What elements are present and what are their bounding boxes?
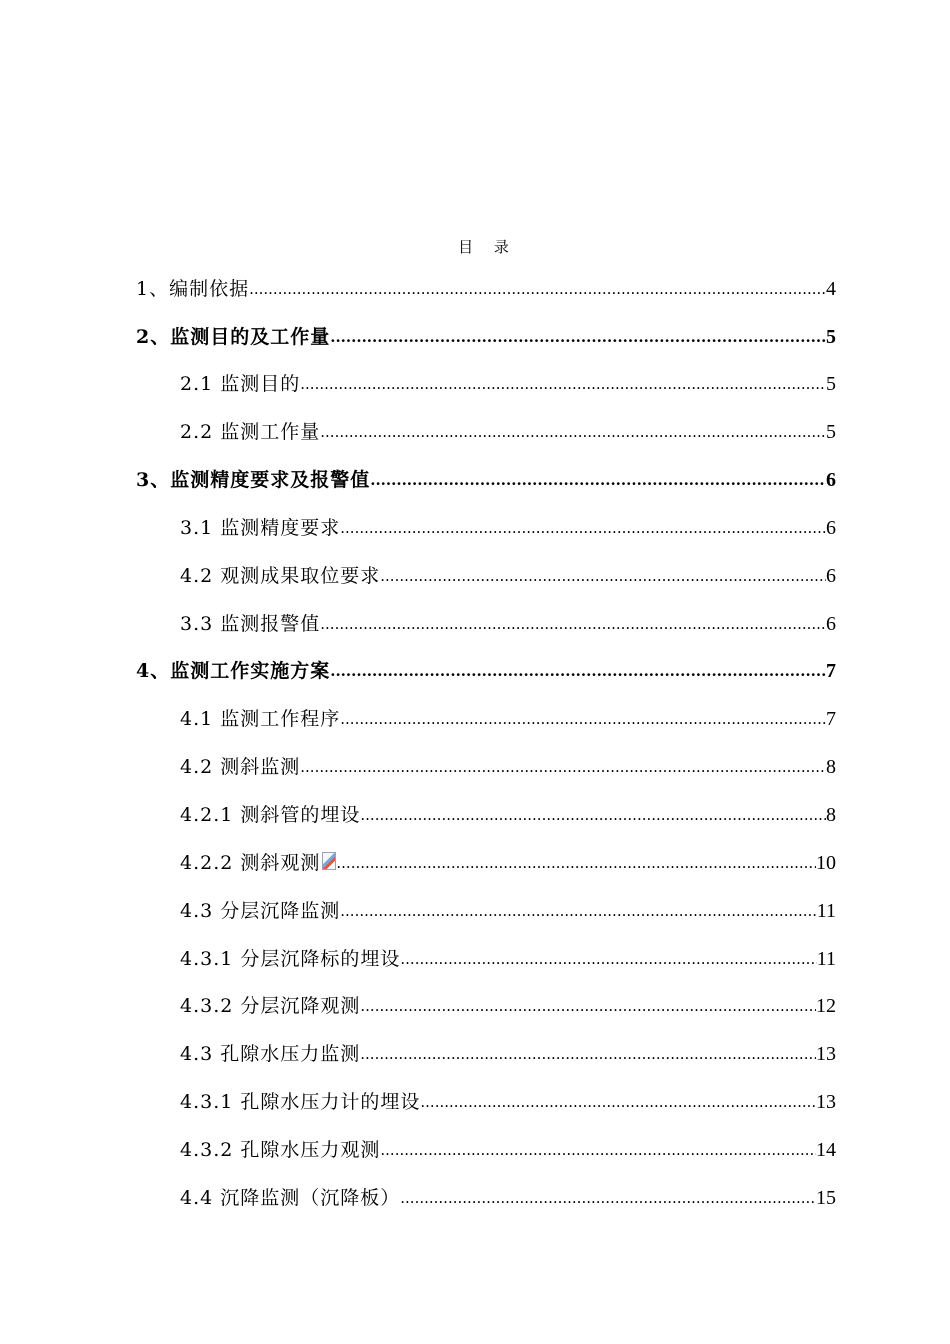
toc-entry-page: 10 [816, 852, 836, 874]
toc-leader-dots [320, 417, 826, 447]
toc-entry-page: 15 [816, 1187, 836, 1209]
toc-entry-page: 11 [816, 900, 836, 922]
toc-entry-page: 14 [816, 1139, 836, 1161]
toc-leader-dots [380, 561, 826, 591]
toc-leader-dots [249, 274, 826, 304]
toc-entry-label: 4.3 分层沉降监测 [180, 900, 341, 922]
toc-entry[interactable] [180, 1087, 836, 1117]
toc-leader-dots [340, 704, 826, 734]
toc-leader-dots [300, 369, 826, 399]
toc-entry-page: 8 [826, 756, 836, 778]
toc-entry-label: 4.2 测斜监测 [180, 756, 301, 778]
toc-entry-label: 4.2.2 测斜观测 [180, 852, 321, 874]
toc-entry-label: 4.3 孔隙水压力监测 [180, 1043, 361, 1065]
toc-leader-dots [360, 800, 826, 830]
toc-entry-page: 5 [826, 326, 836, 348]
toc-entry-label: 3.3 监测报警值 [180, 613, 321, 635]
toc-entry[interactable] [180, 369, 836, 399]
toc-entry-label: 4.2 观测成果取位要求 [180, 565, 381, 587]
toc-leader-dots [320, 609, 826, 639]
toc-entry[interactable] [180, 800, 836, 830]
toc-entry-label: 4.3.1 分层沉降标的埋设 [180, 948, 401, 970]
toc-entry[interactable] [180, 1183, 836, 1213]
toc-entry-label: 4.3.1 孔隙水压力计的埋设 [180, 1091, 421, 1113]
toc-entry-page: 7 [826, 708, 836, 730]
toc-leader-dots [340, 513, 826, 543]
toc-entry-page: 6 [826, 469, 836, 491]
toc-entry-label: 4.3.2 孔隙水压力观测 [180, 1139, 381, 1161]
toc-leader-dots [300, 752, 826, 782]
toc-entry-page: 12 [816, 995, 836, 1017]
toc-entry[interactable] [136, 274, 836, 304]
toc-entry[interactable] [180, 1135, 836, 1165]
toc-entry-label: 3、监测精度要求及报警值 [136, 469, 371, 491]
toc-leader-dots [330, 322, 826, 352]
toc-leader-dots [420, 1087, 816, 1117]
toc-entry-page: 13 [816, 1043, 836, 1065]
toc-entry-page: 13 [816, 1091, 836, 1113]
toc-entry-label: 4.2.1 测斜管的埋设 [180, 804, 361, 826]
toc-entry[interactable] [180, 513, 836, 543]
toc-entry-label: 2、监测目的及工作量 [136, 326, 331, 348]
toc-entry-label: 1、编制依据 [136, 278, 250, 300]
toc-entry-label: 4.3.2 分层沉降观测 [180, 995, 361, 1017]
toc-entry-label: 4、监测工作实施方案 [136, 660, 331, 682]
toc-leader-dots [340, 896, 816, 926]
toc-entry-label: 4.4 沉降监测（沉降板） [180, 1187, 401, 1209]
toc-entry-page: 5 [826, 421, 836, 443]
toc-leader-dots [336, 848, 816, 878]
toc-title: 目 录 [458, 238, 517, 256]
toc-leader-dots [400, 1183, 816, 1213]
toc-entry[interactable] [180, 561, 836, 591]
toc-entry-page: 11 [816, 948, 836, 970]
toc-entry-label: 4.1 监测工作程序 [180, 708, 341, 730]
toc-leader-dots [360, 991, 816, 1021]
toc-entry[interactable] [180, 752, 836, 782]
toc-entry[interactable] [136, 656, 836, 686]
toc-entry-page: 6 [826, 565, 836, 587]
toc-entry[interactable] [180, 1039, 836, 1069]
toc-entry-page: 4 [826, 278, 836, 300]
toc-entry[interactable] [136, 322, 836, 352]
toc-leader-dots [380, 1135, 816, 1165]
toc-leader-dots [360, 1039, 816, 1069]
toc-leader-dots [370, 465, 826, 495]
toc-entry[interactable] [180, 704, 836, 734]
toc-leader-dots [330, 656, 826, 686]
broken-image-icon [322, 852, 336, 870]
toc-entry-page: 8 [826, 804, 836, 826]
toc-entry[interactable] [180, 944, 836, 974]
toc-entry-page: 7 [826, 660, 836, 682]
toc-entry[interactable] [180, 609, 836, 639]
toc-entry-label: 3.1 监测精度要求 [180, 517, 341, 539]
toc-entry[interactable] [180, 896, 836, 926]
toc-entry-label: 2.2 监测工作量 [180, 421, 321, 443]
toc-entry-page: 6 [826, 517, 836, 539]
toc-entry-page: 5 [826, 373, 836, 395]
toc-entry[interactable] [136, 465, 836, 495]
toc-entry-label: 2.1 监测目的 [180, 373, 301, 395]
toc-leader-dots [400, 944, 816, 974]
toc-entry[interactable] [180, 848, 836, 878]
toc-entry[interactable] [180, 417, 836, 447]
toc-entry[interactable] [180, 991, 836, 1021]
toc-entry-page: 6 [826, 613, 836, 635]
